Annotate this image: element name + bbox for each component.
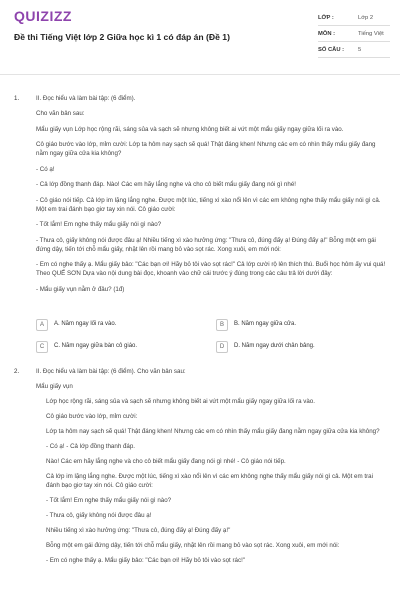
question-number: 1.: [14, 95, 20, 102]
question-paragraph: - Cô giáo nói tiếp. Cả lớp im lặng lắng nghe. Được một lúc, tiếng xì xào nổi lên vì các em không nghe thấy mẩu giấy nói gì cả. Một em trai đánh bạo giơ tay xin nói. Cô giáo cười:: [36, 196, 381, 213]
question-paragraph: Cả lớp im lặng lắng nghe. Được một lúc, tiếng xì xào nổi lên vì các em không nghe thấy mẩu giấy nói gì cả. Một em trai đánh bạo giơ tay xin nói. Cô giáo cười:: [46, 472, 373, 489]
option-letter-box: C: [36, 341, 48, 353]
meta-class-row: [318, 10, 390, 26]
question-paragraph: - Mẩu giấy vụn nằm ở đâu? (1đ): [36, 285, 125, 293]
option-a[interactable]: [36, 318, 204, 332]
meta-count-value: 5: [358, 47, 362, 53]
option-letter-box: D: [216, 341, 228, 353]
question-paragraph: Cô giáo bước vào lớp, mỉm cười:: [46, 412, 138, 420]
option-text: B. Năm ngay giữa cửa.: [234, 321, 297, 327]
question-paragraph: II. Đọc hiểu và làm bài tập: (6 điểm). Cho văn bản sau:: [36, 368, 186, 375]
page-title: Đề thi Tiếng Việt lớp 2 Giữa học kì 1 có đáp án (Đề 1): [14, 32, 230, 42]
question-paragraph: - Em có nghe thấy ạ. Mẩu giấy bảo: "Các bạn ơi! Hãy bỏ tôi vào sọt rác!": [46, 556, 245, 564]
option-text: D. Năm ngay dưới chân bảng.: [234, 343, 315, 349]
question-paragraph: - Cả lớp đồng thanh đáp. Nào! Các em hãy lắng nghe và cho cô biết mẩu giấy đang nói gì nhé!: [36, 181, 296, 189]
question-paragraph: Lớp ta hôm nay sạch sẽ quá! Thật đáng khen! Nhưng các em có nhìn thấy mẩu giấy đang nằm ngay giữa cửa kia không?: [46, 427, 380, 435]
question-paragraph: Cho văn bản sau:: [36, 110, 85, 118]
question-paragraph: - Thưa cô, giấy không nói được đâu ạ! Nhiều tiếng xì xào hưởng ứng: "Thưa cô, đúng đấy ạ! Đúng đấy ạ!" Bỗng một em gái đứng dậy, tiến tới chỗ mẩu giấy, nhặt lên rồi mang bỏ vào sọt rác. Xong xuôi, em mới nói:: [36, 236, 376, 253]
question-paragraph: - Có ạ! - Cả lớp đồng thanh đáp.: [46, 442, 136, 450]
question-paragraph: Lớp học rộng rãi, sáng sủa và sạch sẽ nhưng không biết ai vứt một mẩu giấy ngay giữa lối ra vào.: [46, 397, 315, 405]
question-paragraph: - Có ạ!: [36, 165, 55, 173]
question-paragraph: Bỗng một em gái đứng dậy, tiến tới chỗ mẩu giấy, nhặt lên rồi mang bỏ vào sọt rác. Xong xuôi, em mới nói:: [46, 541, 340, 549]
meta-class-label: LỚP :: [318, 15, 334, 21]
meta-count-label: SỐ CÂU :: [318, 47, 345, 53]
question-number: 2.: [14, 368, 20, 375]
header-divider: [0, 74, 400, 75]
meta-subject-row: [318, 26, 390, 42]
meta-subject-label: MÔN :: [318, 31, 336, 37]
meta-subject-value: Tiếng Việt: [358, 31, 384, 37]
question-paragraph: Nhiều tiếng xì xào hưởng ứng: "Thưa cô, đúng đấy ạ! Đúng đấy ạ!": [46, 526, 231, 534]
option-c[interactable]: [36, 340, 204, 354]
page-header: [0, 0, 400, 66]
option-text: A. Năm ngay lối ra vào.: [54, 321, 117, 327]
meta-count-row: [318, 42, 390, 58]
meta-class-value: Lớp 2: [358, 15, 374, 21]
question-paragraph: - Em có nghe thấy ạ. Mẩu giấy bảo: "Các bạn ơi! Hãy bỏ tôi vào sọt rác!" Cả lớp cười rộ lên thích thú. Buổi học hôm ấy vui quá! Theo QUẾ SƠN Dựa vào nội dung bài đọc, khoanh vào chữ cái trước ý đúng trong các câu trả lời dưới đây:: [36, 261, 386, 278]
question-paragraph: - Thưa cô, giấy không nói được đâu ạ!: [46, 511, 152, 519]
question-paragraph: - Tốt lắm! Em nghe thấy mẩu giấy nói gì nào?: [46, 496, 172, 504]
option-letter-box: B: [216, 319, 228, 331]
option-letter-box: A: [36, 319, 48, 331]
question-paragraph: II. Đọc hiểu và làm bài tập: (6 điểm).: [36, 95, 136, 102]
option-text: C. Năm ngay giữa bàn cô giáo.: [54, 343, 138, 349]
question-text: [36, 95, 388, 301]
question-paragraph: Nào! Các em hãy lắng nghe và cho cô biết mẩu giấy đang nói gì nhé! - Cô giáo nói tiếp.: [46, 457, 286, 465]
option-d[interactable]: [216, 340, 384, 354]
question-text: [36, 368, 388, 572]
option-b[interactable]: [216, 318, 384, 332]
question-paragraph: - Tốt lắm! Em nghe thấy mẩu giấy nói gì nào?: [36, 221, 162, 229]
worksheet-meta: [318, 10, 390, 58]
question-paragraph: Mẩu giấy vụn: [36, 382, 73, 390]
question-paragraph: Mẩu giấy vụn Lớp học rộng rãi, sáng sủa và sạch sẽ nhưng không biết ai vứt một mẩu giấy ngay giữa lối ra vào.: [36, 125, 344, 133]
question-paragraph: Cô giáo bước vào lớp, mỉm cười: Lớp ta hôm nay sạch sẽ quá! Thật đáng khen! Nhưng các em có nhìn thấy mẩu giấy đang nằm ngay giữa cửa kia không?: [36, 141, 376, 158]
quizizz-logo: QUIZIZZ: [14, 8, 72, 24]
